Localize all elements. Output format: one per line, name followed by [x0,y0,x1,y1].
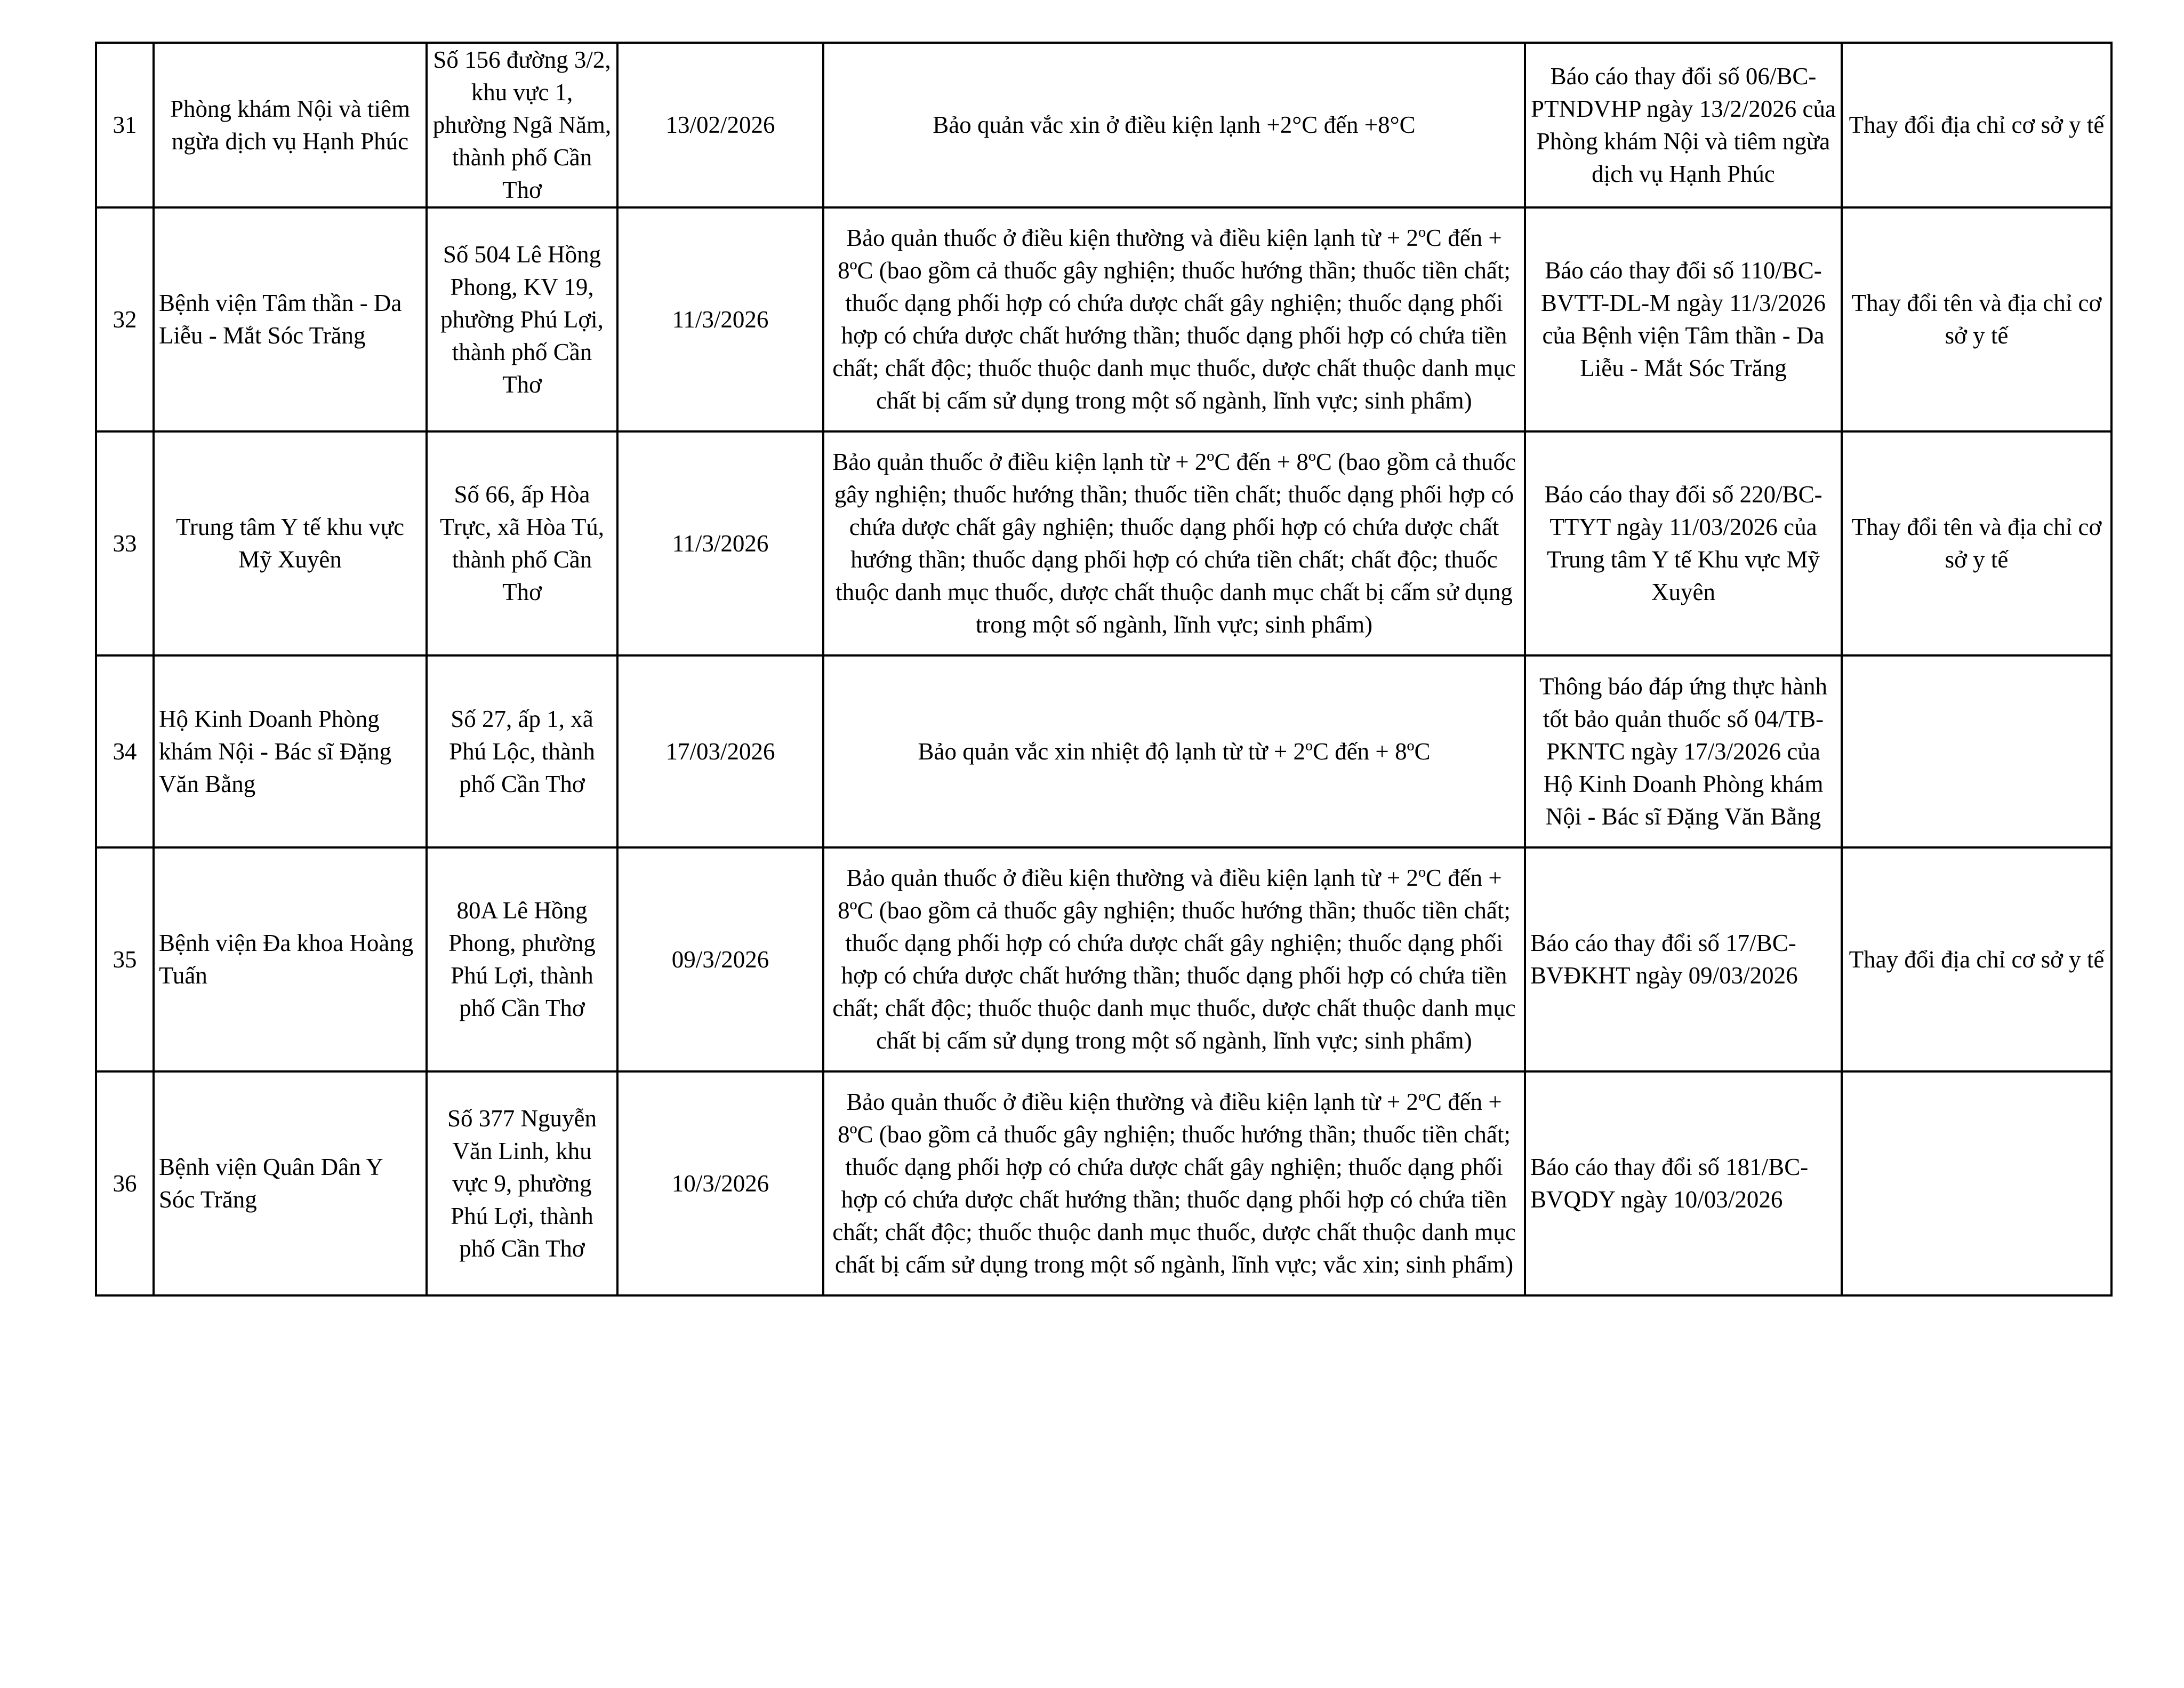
change-note: Thay đổi địa chỉ cơ sở y tế [1842,847,2111,1071]
facility-name: Bệnh viện Đa khoa Hoàng Tuấn [154,847,427,1071]
table-row [96,43,2111,207]
reference-document: Báo cáo thay đổi số 220/BC-TTYT ngày 11/03/2026 của Trung tâm Y tế Khu vực Mỹ Xuyên [1525,431,1842,655]
facility-address: Số 504 Lê Hồng Phong, KV 19, phường Phú Lợi, thành phố Cần Thơ [427,207,617,431]
date-cell: 11/3/2026 [617,207,823,431]
facility-address: Số 377 Nguyễn Văn Linh, khu vực 9, phường Phú Lợi, thành phố Cần Thơ [427,1071,617,1295]
facility-address: Số 156 đường 3/2, khu vực 1, phường Ngã Năm, thành phố Cần Thơ [427,43,617,207]
facility-address: Số 66, ấp Hòa Trực, xã Hòa Tú, thành phố Cần Thơ [427,431,617,655]
table-row [96,655,2111,847]
storage-scope: Bảo quản thuốc ở điều kiện thường và điều kiện lạnh từ + 2ºC đến + 8ºC (bao gồm cả thuốc gây nghiện; thuốc hướng thần; thuốc tiền chất; thuốc dạng phối hợp có chứa dược chất gây nghiện; thuốc dạng phối hợp có chứa dược chất hướng thần; thuốc dạng phối hợp có chứa tiền chất; chất độc; thuốc thuộc danh mục thuốc, dược chất thuộc danh mục chất bị cấm sử dụng trong một số ngành, lĩnh vực; sinh phẩm) [823,847,1525,1071]
date-cell: 17/03/2026 [617,655,823,847]
storage-scope: Bảo quản vắc xin nhiệt độ lạnh từ từ + 2ºC đến + 8ºC [823,655,1525,847]
change-note: Thay đổi tên và địa chỉ cơ sở y tế [1842,207,2111,431]
reference-document: Báo cáo thay đổi số 110/BC-BVTT-DL-M ngày 11/3/2026 của Bệnh viện Tâm thần - Da Liễu - Mắt Sóc Trăng [1525,207,1842,431]
date-cell: 10/3/2026 [617,1071,823,1295]
storage-scope: Bảo quản thuốc ở điều kiện thường và điều kiện lạnh từ + 2ºC đến + 8ºC (bao gồm cả thuốc gây nghiện; thuốc hướng thần; thuốc tiền chất; thuốc dạng phối hợp có chứa dược chất gây nghiện; thuốc dạng phối hợp có chứa dược chất hướng thần; thuốc dạng phối hợp có chứa tiền chất; chất độc; thuốc thuộc danh mục thuốc, dược chất thuộc danh mục chất bị cấm sử dụng trong một số ngành, lĩnh vực; vắc xin; sinh phẩm) [823,1071,1525,1295]
reference-document: Báo cáo thay đổi số 06/BC-PTNDVHP ngày 13/2/2026 của Phòng khám Nội và tiêm ngừa dịch vụ Hạnh Phúc [1525,43,1842,207]
facility-name: Hộ Kinh Doanh Phòng khám Nội - Bác sĩ Đặng Văn Bằng [154,655,427,847]
date-cell: 11/3/2026 [617,431,823,655]
reference-document: Báo cáo thay đổi số 181/BC-BVQDY ngày 10/03/2026 [1525,1071,1842,1295]
change-note: Thay đổi địa chỉ cơ sở y tế [1842,43,2111,207]
table-row [96,847,2111,1071]
table-row [96,1071,2111,1295]
row-number: 32 [96,207,154,431]
row-number: 35 [96,847,154,1071]
change-note: Thay đổi tên và địa chỉ cơ sở y tế [1842,431,2111,655]
facility-address: Số 27, ấp 1, xã Phú Lộc, thành phố Cần Thơ [427,655,617,847]
change-note [1842,655,2111,847]
facility-change-table [95,42,2113,1297]
storage-scope: Bảo quản thuốc ở điều kiện lạnh từ + 2ºC đến + 8ºC (bao gồm cả thuốc gây nghiện; thuốc hướng thần; thuốc tiền chất; thuốc dạng phối hợp có chứa dược chất gây nghiện; thuốc dạng phối hợp có chứa dược chất hướng thần; thuốc dạng phối hợp có chứa tiền chất; chất độc; thuốc thuộc danh mục thuốc, dược chất thuộc danh mục chất bị cấm sử dụng trong một số ngành, lĩnh vực; sinh phẩm) [823,431,1525,655]
reference-document: Báo cáo thay đổi số 17/BC-BVĐKHT ngày 09/03/2026 [1525,847,1842,1071]
facility-name: Bệnh viện Quân Dân Y Sóc Trăng [154,1071,427,1295]
facility-name: Bệnh viện Tâm thần - Da Liễu - Mắt Sóc Trăng [154,207,427,431]
row-number: 31 [96,43,154,207]
facility-address: 80A Lê Hồng Phong, phường Phú Lợi, thành phố Cần Thơ [427,847,617,1071]
row-number: 33 [96,431,154,655]
date-cell: 09/3/2026 [617,847,823,1071]
date-cell: 13/02/2026 [617,43,823,207]
table-row [96,207,2111,431]
row-number: 34 [96,655,154,847]
storage-scope: Bảo quản vắc xin ở điều kiện lạnh +2°C đến +8°C [823,43,1525,207]
facility-name: Phòng khám Nội và tiêm ngừa dịch vụ Hạnh Phúc [154,43,427,207]
storage-scope: Bảo quản thuốc ở điều kiện thường và điều kiện lạnh từ + 2ºC đến + 8ºC (bao gồm cả thuốc gây nghiện; thuốc hướng thần; thuốc tiền chất; thuốc dạng phối hợp có chứa dược chất gây nghiện; thuốc dạng phối hợp có chứa dược chất hướng thần; thuốc dạng phối hợp có chứa tiền chất; chất độc; thuốc thuộc danh mục thuốc, dược chất thuộc danh mục chất bị cấm sử dụng trong một số ngành, lĩnh vực; sinh phẩm) [823,207,1525,431]
row-number: 36 [96,1071,154,1295]
change-note [1842,1071,2111,1295]
reference-document: Thông báo đáp ứng thực hành tốt bảo quản thuốc số 04/TB-PKNTC ngày 17/3/2026 của Hộ Kinh Doanh Phòng khám Nội - Bác sĩ Đặng Văn Bằng [1525,655,1842,847]
table-row [96,431,2111,655]
facility-name: Trung tâm Y tế khu vực Mỹ Xuyên [154,431,427,655]
